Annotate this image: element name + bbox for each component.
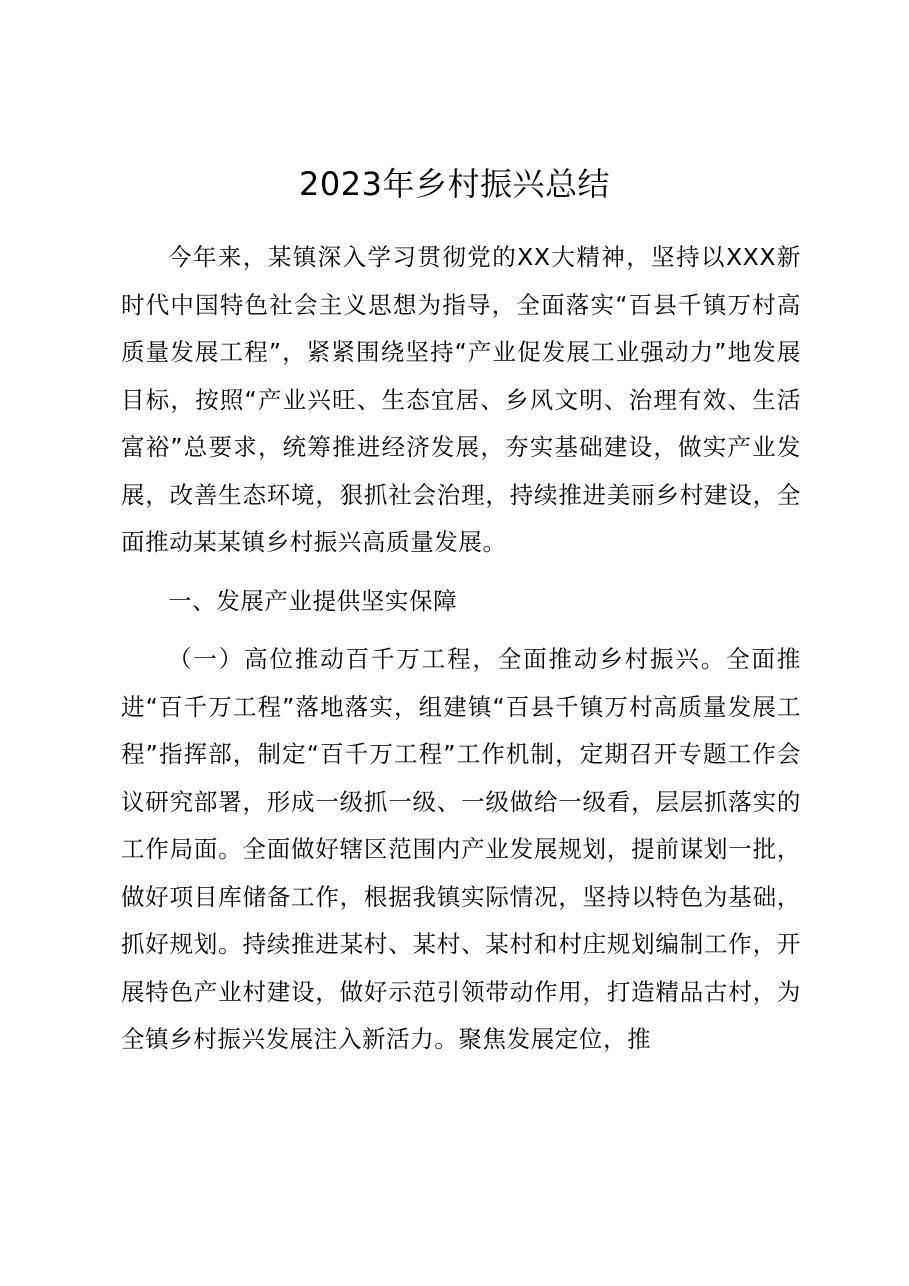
document-title: 2023年乡村振兴总结 xyxy=(299,165,610,203)
intro-paragraph: 今年来，某镇深入学习贯彻党的XX大精神，坚持以XXX新时代中国特色社会主义思想为指导，全面落实“百县千镇万村高质量发展工程”，紧紧围绕坚持“产业促发展工业强动力”地发展目标，按照“产业兴旺、生态宜居、乡风文明、治理有效、生活富裕”总要求，统筹推进经济发展，夯实基础建设，做实产业发展，改善生态环境，狠抓社会治理，持续推进美丽乡村建设，全面推动某某镇乡村振兴高质量发展。 xyxy=(121,243,801,556)
section-heading: 一、发展产业提供坚实保障 xyxy=(168,586,458,615)
section-paragraph: （一）高位推动百千万工程，全面推动乡村振兴。全面推进“百千万工程”落地落实，组建镇“百县千镇万村高质量发展工程”指挥部，制定“百千万工程”工作机制，定期召开专题工作会议研究部署，形成一级抓一级、一级做给一级看，层层抓落实的工作局面。全面做好辖区范围内产业发展规划，提前谋划一批，做好项目库储备工作，根据我镇实际情况，坚持以特色为基础，抓好规划。持续推进某村、某村、某村和村庄规划编制工作，开展特色产业村建设，做好示范引领带动作用，打造精品古村，为全镇乡村振兴发展注入新活力。聚焦发展定位，推 xyxy=(121,645,801,1053)
document-body xyxy=(121,234,801,1064)
